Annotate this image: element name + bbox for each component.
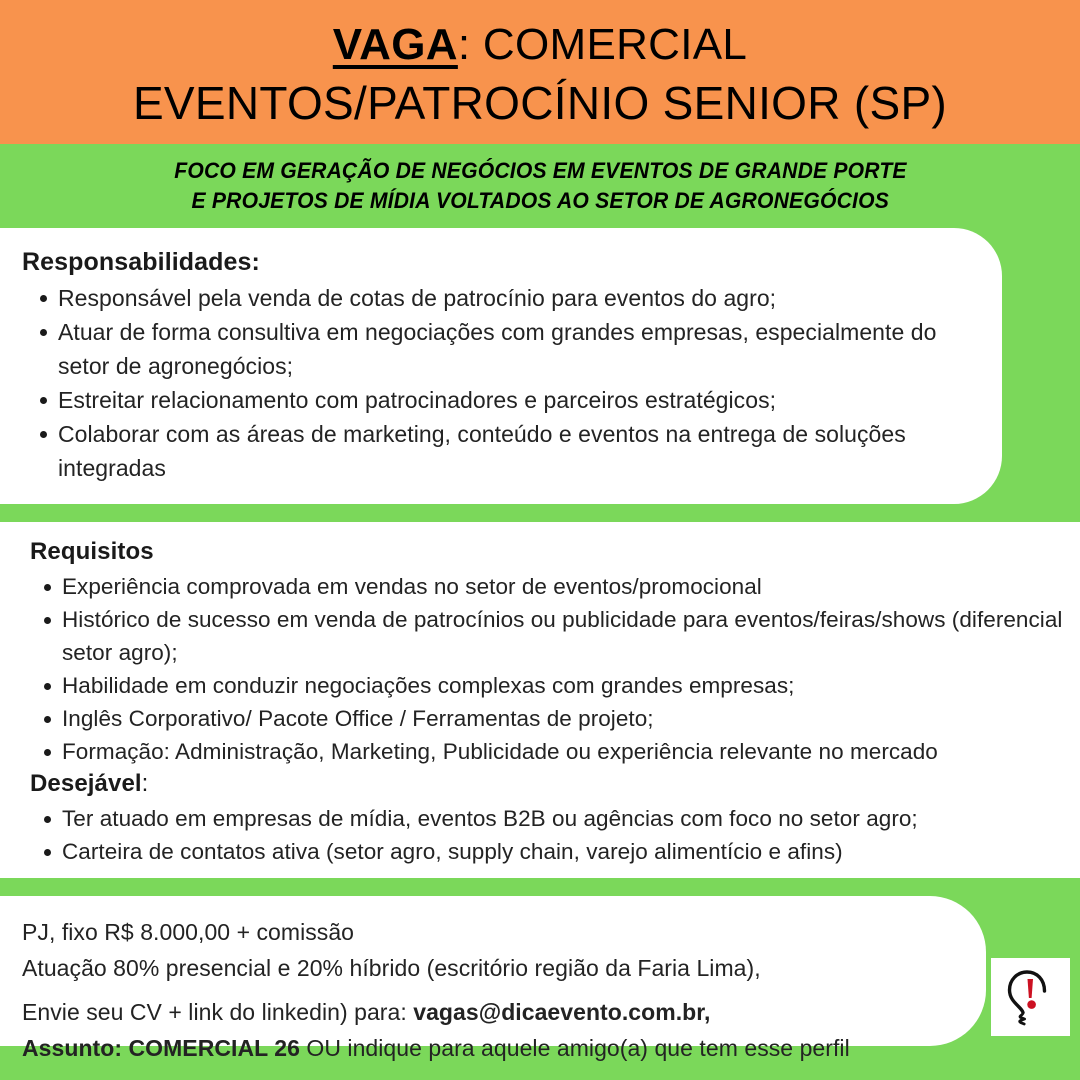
- requisitos-card: [0, 522, 1080, 878]
- desejavel-list: [26, 802, 1066, 868]
- subject-instruction: [22, 1030, 946, 1066]
- apply-prefix: Envie seu CV + link do linkedin) para:: [22, 999, 414, 1025]
- requisitos-list: [26, 570, 1066, 768]
- list-item: Colaborar com as áreas de marketing, conteúdo e eventos na entrega de soluções integradas: [22, 417, 972, 485]
- subject-suffix: OU indique para aquele amigo(a) que tem esse perfil: [299, 1035, 850, 1061]
- subtitle-band: [0, 144, 1080, 228]
- subject-code: Assunto: COMERCIAL 26: [22, 1035, 300, 1061]
- list-item: Estreitar relacionamento com patrocinadores e parceiros estratégicos;: [22, 383, 972, 417]
- list-item: Experiência comprovada em vendas no setor de eventos/promocional: [26, 570, 1066, 603]
- footer-card: [0, 896, 986, 1061]
- list-item: Responsável pela venda de cotas de patrocínio para eventos do agro;: [22, 281, 972, 315]
- desejavel-colon: :: [141, 770, 149, 797]
- salary-text: PJ, fixo R$ 8.000,00 + comissão: [22, 919, 355, 945]
- subtitle-line-2: E PROJETOS DE MÍDIA VOLTADOS AO SETOR DE AGRONEGÓCIOS: [191, 188, 889, 213]
- apply-email[interactable]: vagas@dicaevento.com.br,: [413, 999, 711, 1025]
- list-item: Histórico de sucesso em venda de patrocínios ou publicidade para eventos/feiras/shows (diferencial setor agro);: [26, 603, 1066, 669]
- section-divider-1: [0, 504, 1080, 522]
- list-item: Atuar de forma consultiva em negociações com grandes empresas, especialmente do setor de agronegócios;: [22, 315, 972, 383]
- requisitos-heading: Requisitos: [30, 538, 154, 565]
- responsabilidades-card: [0, 228, 1002, 504]
- location-text: Atuação 80% presencial e 20% híbrido (escritório região da Faria Lima),: [22, 955, 761, 981]
- lightbulb-exclamation-icon: [1000, 965, 1062, 1029]
- list-item: Ter atuado em empresas de mídia, eventos B2B ou agências com foco no setor agro;: [26, 802, 1066, 835]
- header-title-role: : COMERCIAL: [457, 20, 748, 69]
- desejavel-heading: [30, 770, 1066, 798]
- subtitle-line-1: FOCO EM GERAÇÃO DE NEGÓCIOS EM EVENTOS DE GRANDE PORTE: [173, 158, 907, 183]
- list-item: Carteira de contatos ativa (setor agro, supply chain, varejo alimentício e afins): [26, 835, 1066, 868]
- responsabilidades-heading: Responsabilidades:: [22, 248, 260, 276]
- company-logo: [991, 958, 1070, 1036]
- header-title-line-2: EVENTOS/PATROCÍNIO SENIOR (SP): [132, 77, 948, 129]
- header-band: [0, 0, 1080, 144]
- apply-instruction: [22, 994, 946, 1030]
- responsabilidades-list: [22, 281, 972, 485]
- desejavel-label: Desejável: [30, 770, 142, 797]
- list-item: Inglês Corporativo/ Pacote Office / Ferramentas de projeto;: [26, 702, 1066, 735]
- vaga-label: VAGA: [332, 20, 458, 69]
- list-item: Formação: Administração, Marketing, Publicidade ou experiência relevante no mercado: [26, 735, 1066, 768]
- header-title-line-1: [333, 16, 747, 74]
- list-item: Habilidade em conduzir negociações complexas com grandes empresas;: [26, 669, 1066, 702]
